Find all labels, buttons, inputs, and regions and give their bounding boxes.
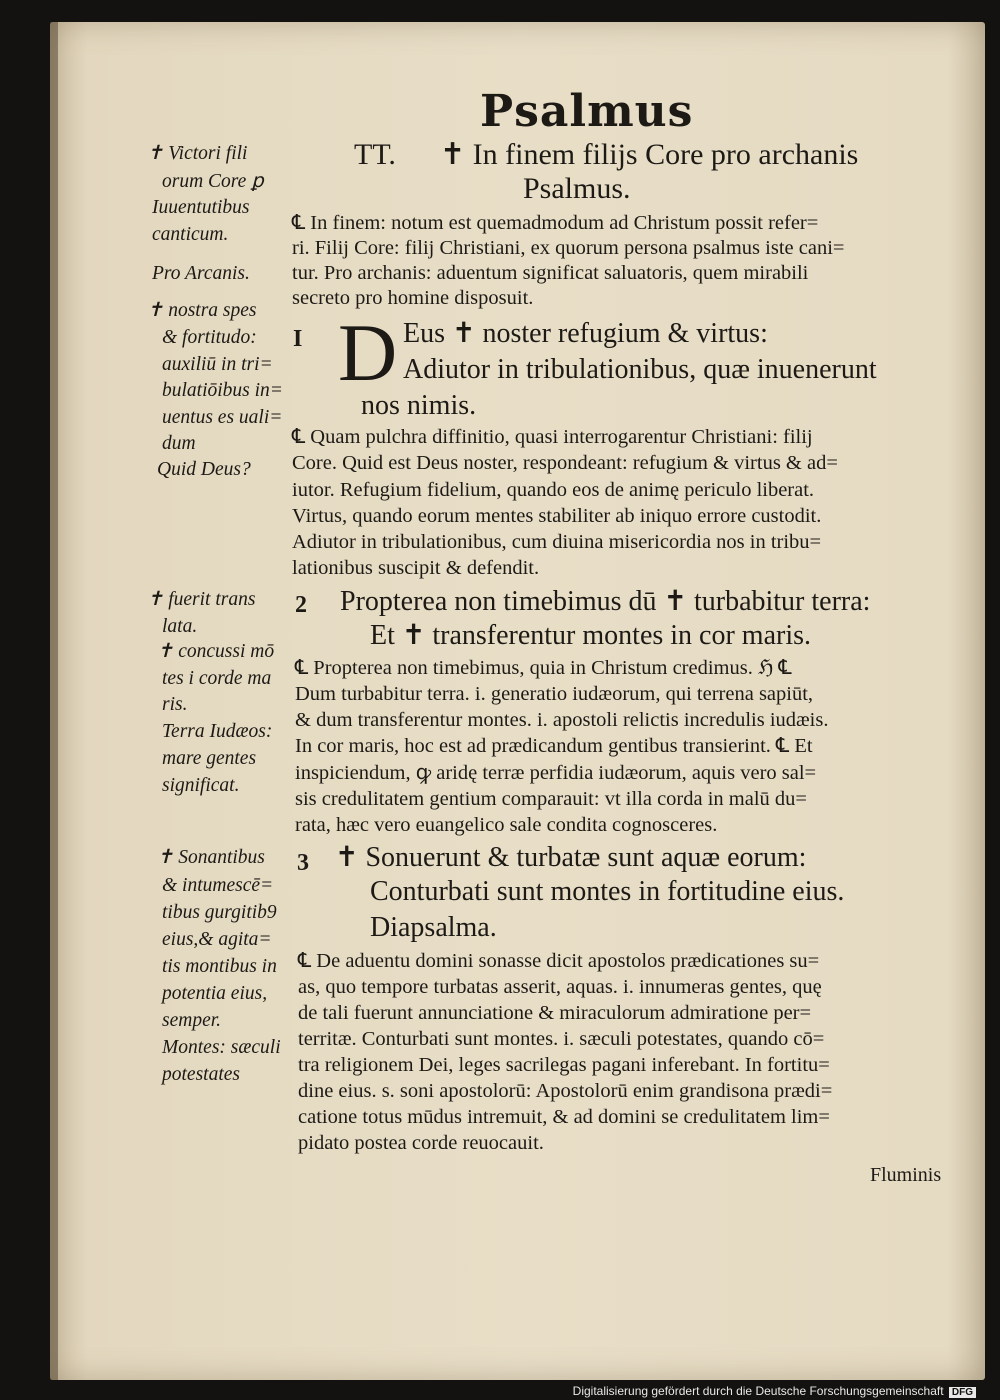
commentary-line: dine eius. s. soni apostolorū: Apostolorū enim grandisona prædi= (298, 1080, 833, 1102)
commentary-line: lationibus suscipit & defendit. (292, 557, 540, 579)
margin-note: lata. (162, 616, 198, 637)
commentary-line: pidato postea corde reuocauit. (298, 1132, 544, 1154)
dfg-logo: DFG (949, 1387, 976, 1398)
verse-line: Adiutor in tribulationibus, quæ inuenerunt (403, 354, 877, 385)
margin-note: ✝ nostra spes (147, 300, 257, 321)
footer-text: Digitalisierung gefördert durch die Deutsche Forschungsgemeinschaft (572, 1384, 944, 1398)
psalm-title-line2: Psalmus. (523, 172, 631, 205)
verse-line: Eus ✝ noster refugium & virtus: (403, 318, 768, 349)
margin-note: ✝ Victori fili (147, 143, 248, 164)
margin-note: auxiliū in tri= (162, 354, 273, 375)
margin-note: significat. (162, 775, 240, 796)
verse-number: 3 (297, 850, 309, 876)
commentary-line: inspiciendum, ꝙ aridę terræ perfidia iudæorum, aquis vero sal= (295, 762, 817, 784)
verse-number: I (293, 326, 303, 352)
book-page (50, 22, 985, 1380)
commentary-line: iutor. Refugium fidelium, quando eos de animę periculo liberat. (292, 479, 815, 501)
commentary-line: In cor maris, hoc est ad prædicandum gentibus transierint. ℄ Et (295, 735, 813, 757)
margin-note: ris. (162, 694, 188, 715)
margin-note: tibus gurgitib9 (162, 902, 277, 923)
margin-note: Terra Iudæos: (162, 721, 273, 742)
verse-line: nos nimis. (361, 390, 477, 421)
commentary-line: Adiutor in tribulationibus, cum diuina misericordia nos in tribu= (292, 531, 822, 553)
margin-note: ✝ concussi mō (157, 641, 275, 662)
margin-note: eius,& agita= (162, 929, 272, 950)
commentary-line: de tali fuerunt annunciatione & miraculorum admiratione per= (298, 1002, 812, 1024)
commentary-line: Dum turbabitur terra. i. generatio iudæorum, qui terrena sapiūt, (295, 683, 814, 705)
margin-note: & fortitudo: (162, 327, 257, 348)
verse-line: Diapsalma. (370, 912, 497, 943)
margin-note: Iuuentutibus (152, 197, 250, 218)
psalm-title-line1: ✝ In finem filijs Core pro archanis (440, 138, 859, 171)
commentary-line: as, quo tempore turbatas asserit, aquas. i. innumeras gentes, quę (298, 976, 822, 998)
margin-note: mare gentes (162, 748, 257, 769)
commentary-line: secreto pro homine disposuit. (292, 287, 534, 309)
drop-cap: D (338, 307, 398, 398)
verse-line: ✝ Sonuerunt & turbatæ sunt aquæ eorum: (335, 842, 807, 873)
digitization-footer (573, 1384, 976, 1398)
margin-note: ✝ Sonantibus (157, 847, 265, 868)
running-header: Psalmus (480, 86, 694, 137)
commentary-line: ℄ In finem: notum est quemadmodum ad Christum possit refer= (292, 212, 819, 234)
margin-note: tes i corde ma (162, 668, 272, 689)
margin-note: semper. (162, 1010, 222, 1031)
margin-note: potestates (162, 1064, 240, 1085)
commentary-line: ℄ Quam pulchra diffinitio, quasi interrogarentur Christiani: filij (292, 426, 813, 448)
verse-line: Et ✝ transferentur montes in cor maris. (370, 620, 811, 651)
commentary-line: Core. Quid est Deus noster, respondeant: refugium & virtus & ad= (292, 452, 838, 474)
verse-line: Conturbati sunt montes in fortitudine eius. (370, 876, 845, 907)
commentary-line: Virtus, quando eorum mentes stabiliter ab iniquo errore custodit. (292, 505, 822, 527)
margin-note: tis montibus in (162, 956, 277, 977)
commentary-line: ri. Filij Core: filij Christiani, ex quorum persona psalmus iste cani= (292, 237, 845, 259)
psalm-number: TT. (354, 138, 396, 171)
commentary-line: territæ. Conturbati sunt montes. i. sæculi potestates, quando cō= (298, 1028, 825, 1050)
margin-note: bulatiōibus in= (162, 380, 283, 401)
margin-note: Quid Deus? (157, 459, 251, 480)
margin-note: ✝ fuerit trans (147, 589, 256, 610)
margin-note: Pro Arcanis. (152, 263, 250, 284)
margin-note: uentus es uali= (162, 407, 283, 428)
margin-note: dum (162, 433, 196, 454)
commentary-line: tur. Pro archanis: aduentum significat saluatoris, quem mirabili (292, 262, 809, 284)
catchword: Fluminis (870, 1164, 942, 1186)
commentary-line: catione totus mūdus intremuit, & ad domini se credulitatem lim= (298, 1106, 830, 1128)
commentary-line: ℄ De aduentu domini sonasse dicit apostolos prædicationes su= (298, 950, 820, 972)
commentary-line: tra religionem Dei, leges sacrilegas pagani inferebant. In fortitu= (298, 1054, 830, 1076)
commentary-line: rata, hæc vero euangelico sale condita cognosceres. (295, 814, 718, 836)
commentary-line: sis credulitatem gentium comparauit: vt illa corda in malū du= (295, 788, 807, 810)
margin-note: canticum. (152, 224, 229, 245)
margin-note: potentia eius, (162, 983, 268, 1004)
margin-note: Montes: sæculi (162, 1037, 281, 1058)
margin-note: & intumescē= (162, 875, 274, 896)
commentary-line: ℄ Propterea non timebimus, quia in Christum credimus. ℌ ℄ (295, 657, 792, 679)
margin-note: orum Core ꝑ (162, 171, 264, 192)
verse-number: 2 (295, 592, 307, 618)
commentary-line: & dum transferentur montes. i. apostoli relictis incredulis iudæis. (295, 709, 829, 731)
verse-line: Propterea non timebimus dū ✝ turbabitur terra: (340, 586, 871, 617)
